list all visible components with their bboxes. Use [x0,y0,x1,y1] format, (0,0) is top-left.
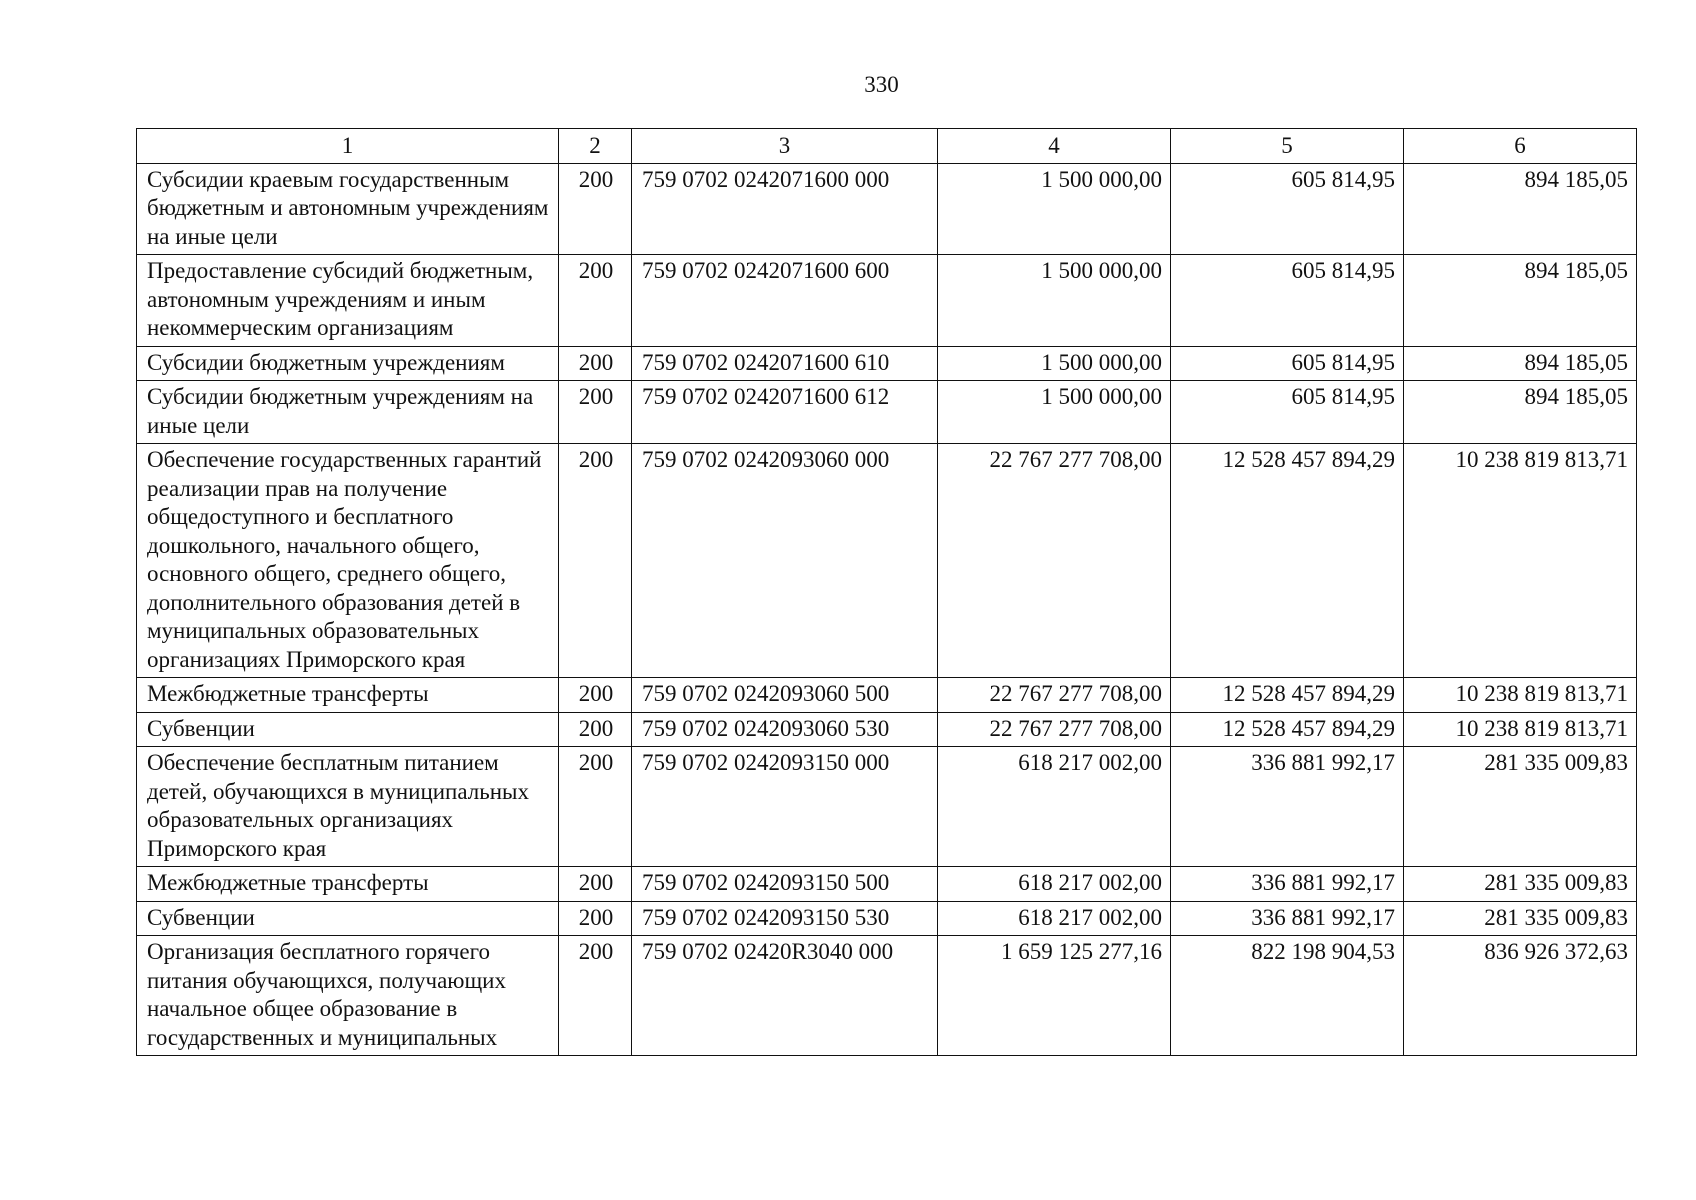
row-name-cell: Межбюджетные трансферты [137,678,559,713]
row-code-cell: 200 [559,747,632,867]
budget-table [136,128,1637,1056]
row-kbk-cell: 759 0702 0242071600 600 [632,255,938,347]
row-value-col4: 1 500 000,00 [938,346,1171,381]
row-value-col4: 22 767 277 708,00 [938,712,1171,747]
row-value-col5: 605 814,95 [1171,381,1404,444]
row-code-cell: 200 [559,346,632,381]
header-row [137,129,1637,164]
row-kbk-cell: 759 0702 0242093060 530 [632,712,938,747]
row-code-cell: 200 [559,901,632,936]
column-header-4: 4 [938,129,1171,164]
row-value-col6: 10 238 819 813,71 [1404,444,1637,678]
row-value-col4: 1 500 000,00 [938,163,1171,255]
row-value-col4: 22 767 277 708,00 [938,678,1171,713]
row-kbk-cell: 759 0702 0242071600 610 [632,346,938,381]
row-kbk-cell: 759 0702 0242071600 000 [632,163,938,255]
row-kbk-cell: 759 0702 0242093150 530 [632,901,938,936]
row-name-cell: Обеспечение бесплатным питанием детей, обучающихся в муниципальных образовательных организациях Приморского края [137,747,559,867]
row-value-col6: 281 335 009,83 [1404,901,1637,936]
row-name-cell: Субвенции [137,901,559,936]
column-header-1: 1 [137,129,559,164]
row-value-col4: 618 217 002,00 [938,747,1171,867]
row-value-col5: 605 814,95 [1171,163,1404,255]
column-header-6: 6 [1404,129,1637,164]
row-name-cell: Субсидии краевым государственным бюджетным и автономным учреждениям на иные цели [137,163,559,255]
table-row [137,381,1637,444]
row-value-col4: 1 500 000,00 [938,381,1171,444]
row-code-cell: 200 [559,255,632,347]
row-value-col6: 836 926 372,63 [1404,936,1637,1056]
table-row [137,936,1637,1056]
row-value-col5: 336 881 992,17 [1171,867,1404,902]
row-value-col4: 22 767 277 708,00 [938,444,1171,678]
row-kbk-cell: 759 0702 0242093150 000 [632,747,938,867]
row-value-col5: 12 528 457 894,29 [1171,712,1404,747]
table-row [137,163,1637,255]
table-row [137,255,1637,347]
row-code-cell: 200 [559,678,632,713]
row-value-col4: 618 217 002,00 [938,867,1171,902]
row-code-cell: 200 [559,163,632,255]
row-value-col6: 10 238 819 813,71 [1404,678,1637,713]
row-name-cell: Межбюджетные трансферты [137,867,559,902]
row-code-cell: 200 [559,444,632,678]
row-value-col6: 894 185,05 [1404,255,1637,347]
table-row [137,712,1637,747]
row-value-col6: 281 335 009,83 [1404,747,1637,867]
row-value-col5: 12 528 457 894,29 [1171,678,1404,713]
row-value-col6: 10 238 819 813,71 [1404,712,1637,747]
column-header-5: 5 [1171,129,1404,164]
table-row [137,867,1637,902]
row-kbk-cell: 759 0702 0242093060 000 [632,444,938,678]
row-value-col6: 894 185,05 [1404,163,1637,255]
row-kbk-cell: 759 0702 0242071600 612 [632,381,938,444]
row-name-cell: Предоставление субсидий бюджетным, автономным учреждениям и иным некоммерческим организациям [137,255,559,347]
row-code-cell: 200 [559,936,632,1056]
table-row [137,678,1637,713]
row-value-col5: 605 814,95 [1171,346,1404,381]
page-number: 330 [864,72,899,97]
row-kbk-cell: 759 0702 0242093150 500 [632,867,938,902]
row-value-col5: 336 881 992,17 [1171,747,1404,867]
row-code-cell: 200 [559,381,632,444]
row-value-col6: 894 185,05 [1404,381,1637,444]
row-value-col5: 336 881 992,17 [1171,901,1404,936]
row-code-cell: 200 [559,867,632,902]
column-header-2: 2 [559,129,632,164]
row-name-cell: Субвенции [137,712,559,747]
row-value-col4: 1 500 000,00 [938,255,1171,347]
table-row [137,901,1637,936]
table-row [137,444,1637,678]
table-row [137,346,1637,381]
row-value-col6: 281 335 009,83 [1404,867,1637,902]
row-value-col5: 12 528 457 894,29 [1171,444,1404,678]
table-body [137,163,1637,1056]
row-value-col6: 894 185,05 [1404,346,1637,381]
row-kbk-cell: 759 0702 02420R3040 000 [632,936,938,1056]
row-name-cell: Субсидии бюджетным учреждениям [137,346,559,381]
row-kbk-cell: 759 0702 0242093060 500 [632,678,938,713]
column-header-3: 3 [632,129,938,164]
row-value-col5: 822 198 904,53 [1171,936,1404,1056]
row-value-col4: 618 217 002,00 [938,901,1171,936]
row-name-cell: Организация бесплатного горячего питания обучающихся, получающих начальное общее образование в государственных и муниципальных [137,936,559,1056]
row-value-col4: 1 659 125 277,16 [938,936,1171,1056]
row-code-cell: 200 [559,712,632,747]
row-name-cell: Субсидии бюджетным учреждениям на иные цели [137,381,559,444]
row-value-col5: 605 814,95 [1171,255,1404,347]
row-name-cell: Обеспечение государственных гарантий реализации прав на получение общедоступного и бесплатного дошкольного, начального общего, основного общего, среднего общего, дополнительного образования детей в муниципальных образовательных организациях Приморского края [137,444,559,678]
table-row [137,747,1637,867]
